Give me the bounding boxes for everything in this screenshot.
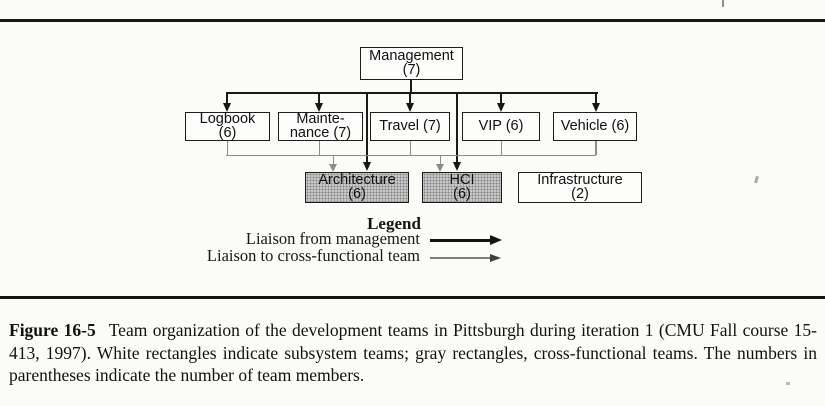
gray-stub-logbook (227, 141, 229, 155)
box-vehicle-label: Vehicle (6) (560, 117, 630, 134)
box-hci-label: HCI (449, 172, 475, 188)
legend-arrow-black-head-icon (490, 235, 502, 245)
scan-artifact (754, 176, 759, 183)
box-management-count: (7) (402, 61, 421, 78)
box-architecture-label: Architecture (318, 172, 396, 188)
box-vehicle (553, 112, 637, 141)
figure-caption-label: Figure 16-5 (9, 320, 96, 340)
box-logbook-label: Logbook (199, 111, 256, 127)
box-maintenance (278, 112, 363, 141)
scan-artifact (786, 382, 790, 385)
box-logbook-count: (6) (218, 124, 237, 141)
box-infrastructure-count: (2) (571, 185, 589, 202)
gray-arrow-hci-arrowhead (436, 164, 444, 172)
box-infrastructure (518, 172, 642, 203)
legend-arrow-gray-head-icon (490, 254, 501, 262)
arrowhead-vip (497, 103, 505, 112)
box-hci-count: (6) (453, 185, 471, 202)
figure-caption-text: Team organization of the development teams in Pittsburgh during iteration 1 (CMU Fall course 15-413, 1997). White rectangles indicate subsystem teams; gray rectangles, cross-functional teams. The numbers in parentheses indicate the number of team members. (9, 320, 817, 385)
liaison-management-architecture-line (366, 93, 368, 163)
legend-title: Legend (367, 214, 421, 233)
arrowhead-travel (406, 103, 414, 112)
scan-artifact (722, 0, 724, 7)
box-vip (462, 112, 540, 141)
box-infrastructure-label: Infrastructure (537, 172, 623, 188)
caption-separator-rule (0, 296, 825, 299)
box-management (360, 47, 463, 80)
box-hci (422, 172, 502, 203)
gray-stub-travel (410, 141, 412, 155)
connector-management-bus (226, 92, 598, 94)
box-logbook (185, 112, 270, 141)
gray-bus (226, 155, 596, 157)
gray-stub-vehicle (595, 141, 597, 155)
figure-caption (9, 319, 817, 387)
box-travel-label: Travel (7) (379, 117, 441, 134)
legend-arrow-gray-shaft (430, 257, 491, 259)
liaison-management-architecture-arrowhead (363, 162, 371, 171)
liaison-management-hci-line (456, 93, 458, 163)
box-travel (370, 112, 450, 141)
box-maintenance-label-line1: Mainte- (296, 111, 345, 127)
legend-item-liaison-to-cross-functional: Liaison to cross-functional team (206, 246, 420, 265)
legend-item-liaison-from-management: Liaison from management (245, 229, 420, 248)
box-architecture-count: (6) (348, 185, 366, 202)
top-rule (0, 19, 825, 22)
liaison-management-hci-arrowhead (453, 162, 461, 171)
gray-stub-vip (501, 141, 503, 155)
legend-arrow-black-shaft (430, 239, 491, 242)
box-management-label: Management (369, 48, 454, 64)
box-architecture (305, 172, 409, 203)
gray-stub-maintenance (319, 141, 321, 155)
gray-arrow-architecture-arrowhead (329, 164, 337, 172)
box-vip-label: VIP (6) (478, 117, 524, 134)
box-maintenance-label-line2: nance (7) (289, 124, 352, 141)
arrowhead-vehicle (592, 103, 600, 112)
